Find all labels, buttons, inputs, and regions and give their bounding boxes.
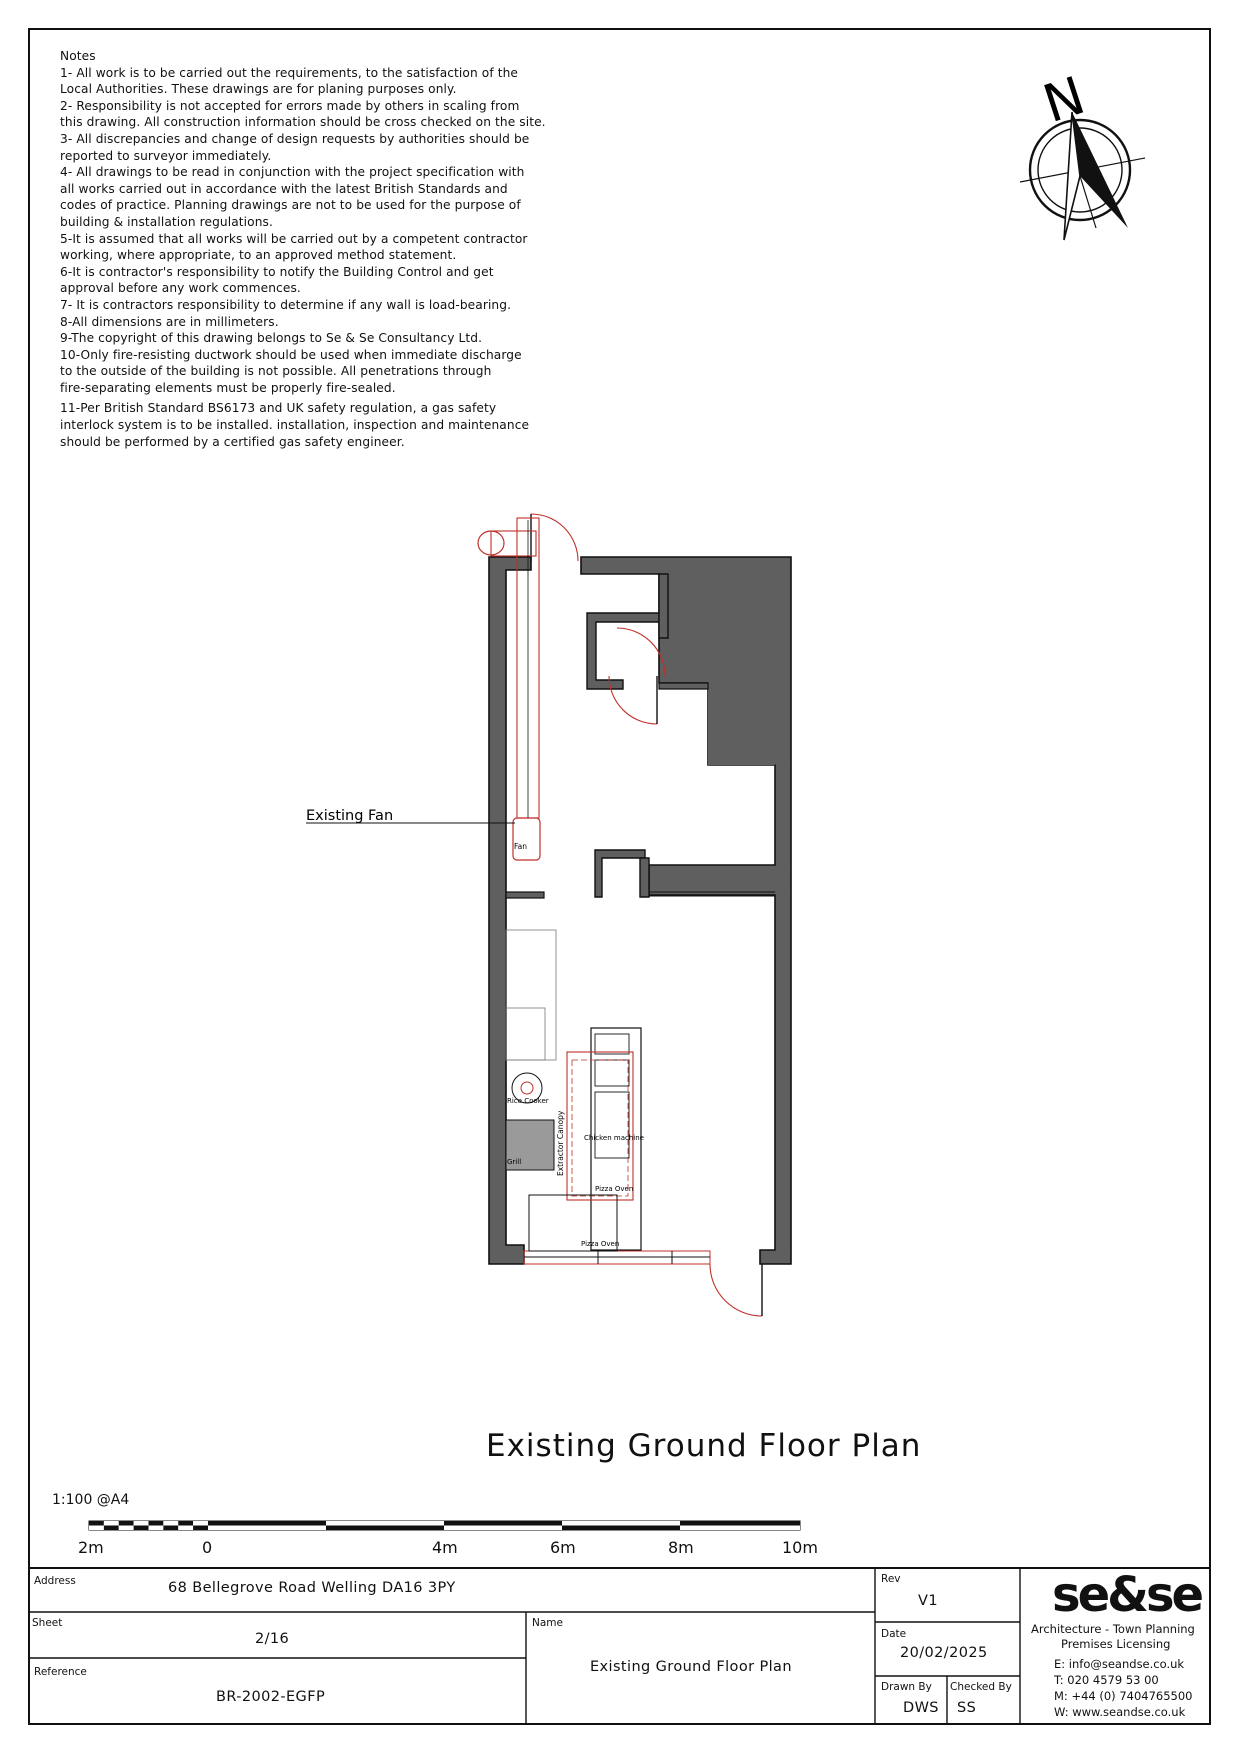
scale-segment: [163, 1526, 178, 1531]
note-line: 5-It is assumed that all works will be carried out by a competent contractor: [60, 231, 528, 246]
chicken-machine-label: Chicken machine: [584, 1134, 644, 1142]
grill-label: Grill: [507, 1158, 522, 1166]
address-label: Address: [34, 1575, 76, 1587]
north-arrow-icon: [1020, 66, 1145, 240]
name-label: Name: [532, 1617, 563, 1629]
compass-letter: N: [1036, 66, 1093, 136]
reference-value: BR-2002-EGFP: [216, 1689, 326, 1705]
scale-segment: [562, 1526, 680, 1531]
scale-tick-label: 2m: [78, 1538, 104, 1557]
date-label: Date: [881, 1628, 907, 1640]
scale-tick-label: 10m: [782, 1538, 818, 1557]
note-line: should be performed by a certified gas safety engineer.: [60, 434, 405, 449]
note-line: 3- All discrepancies and change of design requests by authorities should be: [60, 131, 530, 146]
contact-mobile: M: +44 (0) 7404765500: [1054, 1689, 1193, 1703]
note-line: 7- It is contractors responsibility to determine if any wall is load-bearing.: [60, 297, 512, 312]
checked-by-label: Checked By: [950, 1681, 1012, 1693]
scale-segment: [208, 1521, 326, 1526]
checked-by-value: SS: [957, 1700, 977, 1716]
scale-segment: [119, 1521, 134, 1526]
scale-tick-label: 6m: [550, 1538, 576, 1557]
scale-segment: [104, 1521, 119, 1526]
note-line: to the outside of the building is not possible. All penetrations through: [60, 364, 492, 379]
scale-segment: [326, 1526, 444, 1531]
sheet-value: 2/16: [255, 1631, 290, 1647]
name-value: Existing Ground Floor Plan: [590, 1659, 792, 1675]
sheet-label: Sheet: [32, 1617, 63, 1629]
note-line: 10-Only fire-resisting ductwork should be used when immediate discharge: [60, 347, 522, 362]
scale-segment: [680, 1526, 800, 1531]
scale-segment: [149, 1521, 164, 1526]
scale-segment: [444, 1526, 562, 1531]
note-line: 2- Responsibility is not accepted for errors made by others in scaling from: [60, 98, 520, 113]
existing-fan-callout: [306, 808, 515, 824]
note-line: all works carried out in accordance with the latest British Standards and: [60, 181, 508, 196]
note-line: reported to surveyor immediately.: [60, 148, 272, 163]
scale-segment: [444, 1521, 562, 1526]
fan-label: Fan: [514, 842, 527, 851]
company-logo: se&se: [1052, 1567, 1202, 1623]
scale-segment: [89, 1526, 104, 1531]
scale-segment: [208, 1526, 326, 1531]
scale-segment: [193, 1526, 208, 1531]
scale-segment: [134, 1526, 149, 1531]
plan-title: Existing Ground Floor Plan: [486, 1428, 922, 1464]
address-value: 68 Bellegrove Road Welling DA16 3PY: [168, 1580, 456, 1596]
scale-segment: [193, 1521, 208, 1526]
scale-segment: [104, 1526, 119, 1531]
pizza-oven-upper-label: Pizza Oven: [595, 1185, 634, 1193]
scale-segment: [326, 1521, 444, 1526]
scale-segment: [178, 1521, 193, 1526]
tagline-2: Premises Licensing: [1061, 1637, 1171, 1651]
note-line: building & installation regulations.: [60, 214, 273, 229]
date-value: 20/02/2025: [900, 1645, 988, 1661]
existing-fan-label: Existing Fan: [306, 808, 394, 824]
kitchen-equipment: [506, 930, 644, 1251]
scale-segment: [178, 1526, 193, 1531]
drawn-by-label: Drawn By: [881, 1681, 932, 1693]
note-line: codes of practice. Planning drawings are not to be used for the purpose of: [60, 198, 521, 213]
pizza-oven-lower-label: Pizza Oven: [581, 1240, 620, 1248]
tagline-1: Architecture - Town Planning: [1031, 1622, 1195, 1636]
scale-tick-label: 4m: [432, 1538, 458, 1557]
note-line: 4- All drawings to be read in conjunction with the project specification with: [60, 165, 525, 180]
reference-label: Reference: [34, 1666, 87, 1678]
scale-segment: [163, 1521, 178, 1526]
scale-segment: [119, 1526, 134, 1531]
scale-bar: [89, 1521, 800, 1530]
note-line: working, where appropriate, to an approved method statement.: [60, 248, 457, 263]
note-line: 6-It is contractor's responsibility to notify the Building Control and get: [60, 264, 494, 279]
scale-tick-label: 0: [202, 1538, 213, 1557]
note-line: interlock system is to be installed. installation, inspection and maintenance: [60, 418, 530, 433]
contact-phone: T: 020 4579 53 00: [1054, 1673, 1159, 1687]
note-line: Local Authorities. These drawings are for planing purposes only.: [60, 82, 457, 97]
note-line: 11-Per British Standard BS6173 and UK safety regulation, a gas safety: [60, 401, 497, 416]
notes-heading: Notes: [60, 49, 96, 63]
scale-segment: [680, 1521, 800, 1526]
scale-tick-label: 8m: [668, 1538, 694, 1557]
note-line: 9-The copyright of this drawing belongs to Se & Se Consultancy Ltd.: [60, 331, 483, 346]
scale-ratio: 1:100 @A4: [52, 1492, 130, 1508]
contact-email: E: info@seandse.co.uk: [1054, 1657, 1185, 1671]
scale-segment: [134, 1521, 149, 1526]
note-line: approval before any work commences.: [60, 281, 301, 296]
scale-segment: [562, 1521, 680, 1526]
contact-web: W: www.seandse.co.uk: [1054, 1705, 1186, 1719]
note-line: 8-All dimensions are in millimeters.: [60, 314, 279, 329]
note-line: fire-separating elements must be properly fire-sealed.: [60, 380, 396, 395]
rev-label: Rev: [881, 1573, 901, 1585]
scale-segment: [149, 1526, 164, 1531]
extractor-canopy-label: Extractor Canopy: [556, 1110, 565, 1176]
note-line: this drawing. All construction information should be cross checked on the site.: [60, 115, 546, 130]
scale-segment: [89, 1521, 104, 1526]
rice-cooker-label: Rice Cooker: [507, 1097, 549, 1105]
drawn-by-value: DWS: [903, 1700, 939, 1716]
note-line: 1- All work is to be carried out the requirements, to the satisfaction of the: [60, 65, 518, 80]
rev-value: V1: [918, 1593, 938, 1609]
